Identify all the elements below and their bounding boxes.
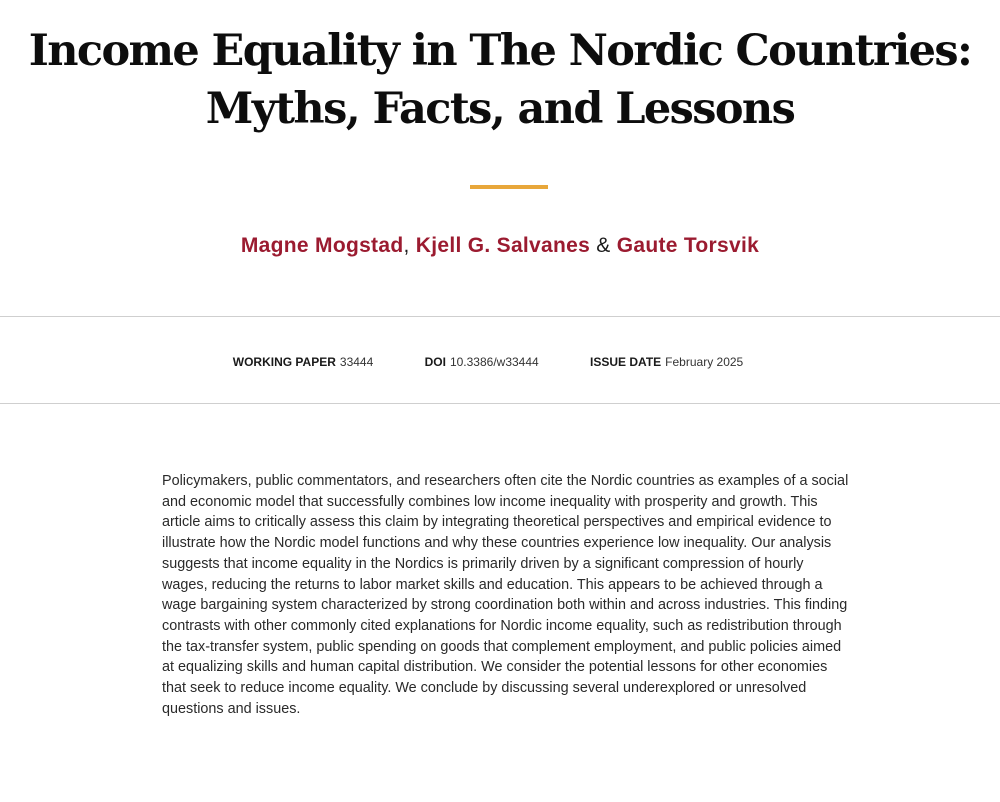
author-link-mogstad[interactable]: Magne Mogstad xyxy=(240,234,404,257)
working-paper-number: 33444 xyxy=(339,355,374,369)
abstract-text: Policymakers, public commentators, and researchers often cite the Nordic countries as examples of a social and economic model that successfully combines low income inequality with prosperity and growth. This article aims to critically assess this claim by integrating theoretical perspectives and empirical evidence to illustrate how the Nordic model functions and why these countries experience low inequality. Our analysis suggests that income equality in the Nordics is primarily driven by a significant compression of hourly wages, reducing the returns to labor market skills and education. This appears to be achieved through a wage bargaining system characterized by strong coordination both within and across industries. This finding contrasts with other commonly cited explanations for Nordic income equality, such as redistribution through the tax-transfer system, public spending on goods that complement employment, and public policies aimed at equalizing skills and human capital distribution. We consider the potential lessons for other economies that seek to reduce income equality. We conclude by discussing several underexplored or unresolved questions and issues. xyxy=(162,473,849,717)
author-link-torsvik[interactable]: Gaute Torsvik xyxy=(616,234,760,257)
title-line-1: Income Equality in The Nordic Countries: xyxy=(28,26,972,76)
doi-value: 10.3386/w33444 xyxy=(449,355,539,369)
issue-date-meta xyxy=(590,354,743,370)
title-line-2: Myths, Facts, and Lessons xyxy=(205,84,795,134)
doi-meta xyxy=(425,354,539,370)
working-paper-label: WORKING PAPER xyxy=(232,355,336,369)
paper-metadata-bar xyxy=(0,316,1000,404)
paper-metadata-row xyxy=(0,354,1000,370)
author-separator-and: & xyxy=(596,234,611,257)
page-title xyxy=(0,22,1000,138)
doi-label: DOI xyxy=(424,355,446,369)
working-paper-meta xyxy=(233,354,374,370)
author-list xyxy=(0,232,1000,260)
issue-date-value: February 2025 xyxy=(665,355,744,369)
author-separator-comma: , xyxy=(403,234,410,257)
author-link-salvanes[interactable]: Kjell G. Salvanes xyxy=(415,234,591,257)
title-accent-rule xyxy=(470,185,548,189)
issue-date-label: ISSUE DATE xyxy=(590,355,662,369)
